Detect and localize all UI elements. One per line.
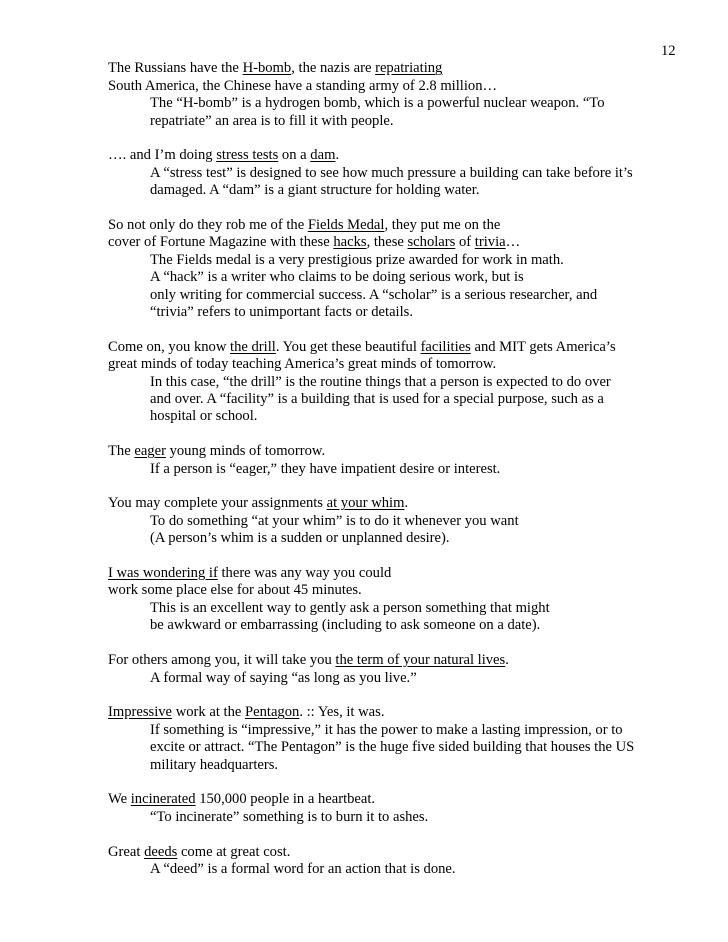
explanation-line: only writing for commercial success. A “scholar” is a serious researcher, and	[150, 286, 598, 303]
quote-line	[108, 443, 688, 460]
explanation-line: The Fields medal is a very prestigious prize awarded for work in math.	[150, 251, 564, 268]
explanation-line: (A person’s whim is a sudden or unplanned desire).	[150, 530, 450, 547]
quote-line	[108, 234, 688, 251]
quote-text: great minds of today teaching America’s great minds of tomorrow.	[108, 356, 497, 373]
document-body	[108, 43, 688, 896]
quote-text: , these	[366, 234, 408, 251]
quote-text: there was any way you could	[217, 565, 392, 582]
quote-text: .	[404, 495, 409, 512]
quote-line	[108, 339, 688, 356]
explanation-line: damaged. A “dam” is a giant structure for holding water.	[150, 182, 480, 199]
quote-text: .	[505, 652, 509, 669]
quote-text: So not only do they rob me of the	[108, 217, 308, 234]
vocabulary-entry	[108, 495, 688, 547]
quote-text: Great	[108, 843, 145, 860]
quote-text: The Russians have the	[108, 60, 243, 77]
explanation-line: military headquarters.	[150, 756, 279, 773]
quote-line	[108, 844, 688, 861]
quote-text: . :: Yes, it was.	[299, 704, 385, 721]
quote-line	[108, 217, 688, 234]
vocabulary-entry	[108, 339, 688, 426]
quote-text: Come on, you know	[108, 338, 231, 355]
quote-text: …	[505, 234, 521, 251]
vocabulary-term: trivia	[474, 234, 506, 251]
quote-line	[108, 652, 688, 669]
quote-text: , the nazis are	[291, 60, 376, 77]
explanation-line: “trivia” refers to unimportant facts or details.	[150, 304, 413, 321]
quote-line	[108, 704, 688, 721]
explanation-line: If a person is “eager,” they have impatient desire or interest.	[150, 460, 501, 477]
vocabulary-term: dam	[310, 147, 336, 164]
vocabulary-term: H-bomb	[242, 60, 292, 77]
vocabulary-term: eager	[134, 443, 166, 460]
vocabulary-term: Fields Medal	[307, 217, 385, 234]
quote-text: . You get these beautiful	[275, 338, 421, 355]
vocabulary-entry	[108, 652, 688, 687]
quote-text: young minds of tomorrow.	[165, 443, 326, 460]
explanation-line: This is an excellent way to gently ask a person something that might	[150, 599, 550, 616]
vocabulary-term: repatriating	[375, 60, 443, 77]
vocabulary-term: at your whim	[326, 495, 405, 512]
quote-text: .	[335, 147, 340, 164]
explanation-line: repatriate” an area is to fill it with people.	[150, 112, 394, 129]
vocabulary-entry	[108, 791, 688, 826]
vocabulary-term: I was wondering if	[108, 565, 218, 582]
quote-text: work at the	[172, 704, 245, 721]
quote-text: cover of Fortune Magazine with these	[108, 234, 334, 251]
quote-text: …. and I’m doing	[108, 147, 217, 164]
explanation-line: To do something “at your whim” is to do it whenever you want	[150, 512, 519, 529]
quote-line	[108, 791, 688, 808]
explanation-line: excite or attract. “The Pentagon” is the huge five sided building that houses the US	[150, 739, 635, 756]
quote-text: , they put me on the	[384, 217, 501, 234]
vocabulary-term: Impressive	[108, 704, 173, 721]
quote-line	[108, 60, 688, 77]
explanation-line: and over. A “facility” is a building that is used for a special purpose, such as a	[150, 391, 604, 408]
explanation-line: “To incinerate” something is to burn it to ashes.	[150, 808, 429, 825]
quote-line	[108, 147, 688, 164]
vocabulary-entry	[108, 844, 688, 879]
quote-text: on a	[278, 147, 311, 164]
quote-text: South America, the Chinese have a standing army of 2.8 million…	[108, 77, 498, 94]
explanation-line: hospital or school.	[150, 408, 258, 425]
explanation-line: If something is “impressive,” it has the power to make a lasting impression, or to	[150, 721, 623, 738]
explanation-line: A formal way of saying “as long as you live.”	[150, 669, 417, 686]
vocabulary-term: deeds	[144, 843, 178, 860]
quote-text: work some place else for about 45 minutes.	[108, 582, 362, 599]
quote-text: 150,000 people in a heartbeat.	[195, 791, 376, 808]
quote-line	[108, 565, 688, 582]
explanation-line: A “deed” is a formal word for an action that is done.	[150, 860, 456, 877]
vocabulary-entry	[108, 704, 688, 774]
vocabulary-entry	[108, 217, 688, 321]
vocabulary-term: Pentagon	[245, 704, 300, 721]
page-number: 12	[661, 43, 676, 59]
quote-line	[108, 78, 688, 95]
explanation-line: A “stress test” is designed to see how much pressure a building can take before it’s	[150, 164, 633, 181]
quote-text: of	[455, 234, 475, 251]
vocabulary-term: the drill	[230, 338, 276, 355]
vocabulary-term: scholars	[407, 234, 456, 251]
quote-text: You may complete your assignments	[108, 495, 327, 512]
explanation-line: The “H-bomb” is a hydrogen bomb, which is a powerful nuclear weapon. “To	[150, 95, 605, 112]
quote-line	[108, 495, 688, 512]
quote-text: come at great cost.	[177, 843, 291, 860]
vocabulary-term: stress tests	[216, 147, 279, 164]
vocabulary-entry	[108, 60, 688, 130]
quote-text: For others among you, it will take you	[108, 652, 336, 669]
explanation-line: In this case, “the drill” is the routine things that a person is expected to do over	[150, 373, 611, 390]
vocabulary-entry	[108, 443, 688, 478]
explanation-line: A “hack” is a writer who claims to be doing serious work, but is	[150, 269, 524, 286]
vocabulary-term: hacks	[333, 234, 367, 251]
vocabulary-term: facilities	[420, 338, 471, 355]
vocabulary-entry	[108, 565, 688, 635]
quote-line	[108, 582, 688, 599]
vocabulary-entry	[108, 147, 688, 199]
vocabulary-term: the term of your natural lives	[335, 652, 506, 669]
explanation-line: be awkward or embarrassing (including to ask someone on a date).	[150, 617, 541, 634]
quote-text: The	[108, 443, 135, 460]
quote-line	[108, 356, 688, 373]
quote-text: and MIT gets America’s	[470, 338, 616, 355]
vocabulary-term: incinerated	[130, 791, 196, 808]
quote-text: We	[108, 791, 131, 808]
